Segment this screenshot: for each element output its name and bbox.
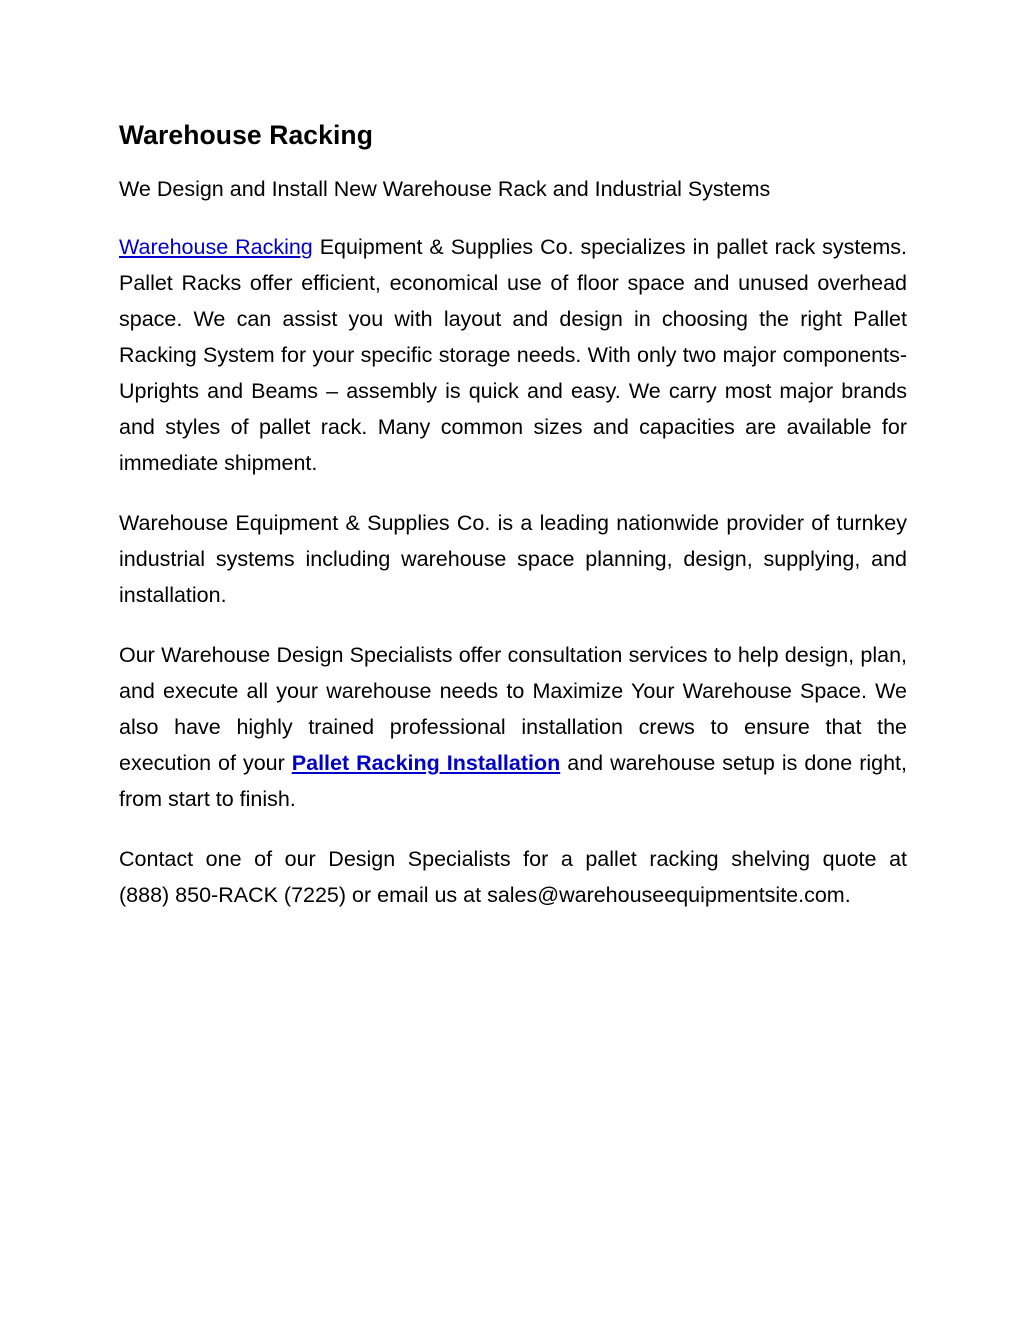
document-subtitle: We Design and Install New Warehouse Rack and Industrial Systems [119,177,771,201]
paragraph-intro [119,229,907,481]
paragraph-intro-text: Equipment & Supplies Co. specializes in pallet rack systems. Pallet Racks offer efficient, economical use of floor space and unused overhead space. We can assist you with layout and design in choosing the right Pallet Racking System for your specific storage needs. With only two major components- Uprights and Beams – assembly is quick and easy. We carry most major brands and styles of pallet rack. Many common sizes and capacities are available for immediate shipment. [119,235,907,475]
contact-trailing-punctuation: . [844,883,851,907]
page-title: Warehouse Racking [119,120,374,150]
contact-lead-text: Contact one of our Design Specialists for a pallet racking shelving quote at [119,847,907,871]
paragraph-company: Warehouse Equipment & Supplies Co. is a leading nationwide provider of turnkey industrial systems including warehouse space planning, design, supplying, and installation. [119,511,907,607]
paragraph-contact [119,841,907,913]
paragraph-specialists-after-link: and warehouse setup is done right, from start to finish. [119,751,908,811]
warehouse-racking-link[interactable]: Warehouse Racking [119,235,313,259]
contact-email-address: sales@warehouseequipmentsite.com [487,883,845,907]
contact-middle-text: or email us at [346,883,488,907]
pallet-racking-installation-link[interactable]: Pallet Racking Installation [291,751,561,775]
document-content [119,118,907,913]
paragraph-specialists [119,637,907,817]
contact-phone-number: (888) 850-RACK (7225) [119,883,347,907]
paragraph-specialists-before-link: Our Warehouse Design Specialists offer consultation services to help design, plan, and execute all your warehouse needs to Maximize Your Warehouse Space. We also have highly trained professional installation crews to ensure that the execution of your [119,643,907,775]
